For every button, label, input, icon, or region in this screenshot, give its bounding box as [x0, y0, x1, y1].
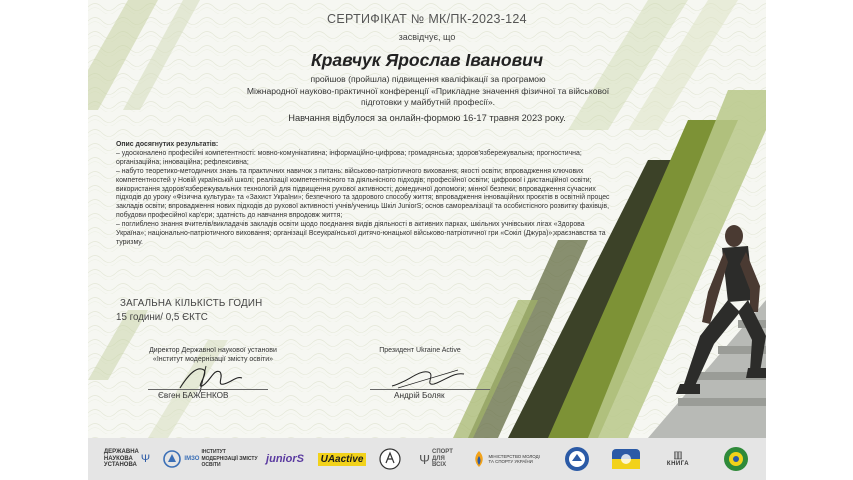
juniors-text: juniorS [266, 453, 304, 465]
logo-juniors [262, 438, 308, 480]
dnu-line-1: ДЕРЖАВНА [103, 449, 139, 456]
recipient-name: Кравчук Ярослав Іванович [310, 50, 544, 70]
left-position-line-1: Директор Державної наукової установи [149, 347, 277, 354]
imzo-line-1: ІНСТИТУТ [201, 449, 226, 456]
left-signature-line [148, 389, 268, 390]
right-signature [388, 364, 468, 392]
trident-icon: Ψ [140, 453, 151, 465]
logo-green-emblem [716, 438, 756, 480]
results-section [116, 141, 611, 248]
ministry-flame-icon [472, 450, 486, 468]
intro-line-1: пройшов (пройшла) підвищення кваліфікації за програмою [310, 74, 546, 84]
results-item-2: – набуто теоретико-методичних знань та практичних навичок з питань: військово-патріотичного виховання; якості освіти; впровадження ключових компетентностей у Новій українській школі; реалізації компетентнісного та діяльнісного підходів; професійної освіти; цифрової і дистанційної освіти; використання здоров'язбережувальних технологій для підвищення рухової активності; домедичної допомоги; мінної безпеки; впровадження сучасних підходів до уроку «Фізична культура» та «Захист України»; безпечного та здорового способу життя; впровадження інноваційних проєктів в освітній процес закладів освіти; впровадження нових підходів до рухової активності учнів/учениць Шкіл JuniorS; основ самореалізації та особистісного розвитку фахівців, побудови професійної кар'єри; здатність до навчання впродовж життя; [116, 167, 610, 220]
green-emblem-icon [723, 446, 749, 472]
certificate-subtitle: засвідчує, що [398, 32, 456, 42]
imzo-abbr: IMЗО [184, 456, 200, 462]
imzo-line-2: МОДЕРНІЗАЦІЇ ЗМІСТУ [201, 455, 258, 462]
round-emblem-icon [379, 448, 401, 470]
left-position-line-2: «Інститут модернізації змісту освіти» [152, 356, 274, 363]
results-heading: Опис досягнутих результатів: [116, 141, 219, 148]
logo-imzo [162, 438, 258, 480]
right-signatory-position: Президент Ukraine Active [379, 347, 461, 354]
sport-line-1: СПОРТ [431, 449, 453, 456]
partner-logos-bar [88, 438, 766, 480]
right-signatory-name: Андрій Боляк [394, 391, 445, 400]
hours-title: ЗАГАЛЬНА КІЛЬКІСТЬ ГОДИН [120, 298, 263, 309]
blue-seal-icon [564, 446, 590, 472]
logo-flag-badge [608, 438, 644, 480]
kniga-text: КНИГА [666, 461, 690, 467]
imzo-emblem-icon [162, 449, 182, 469]
sport-line-2: ДЛЯ [431, 455, 445, 462]
logo-round-emblem [376, 438, 404, 480]
certificate [88, 0, 766, 438]
intro-line-3: підготовки у майбутній професії». [360, 97, 496, 107]
left-signatory-name: Євген БАЖЕНКОВ [158, 391, 229, 400]
training-dates: Навчання відбулося за онлайн-формою 16-17 травня 2023 року. [288, 113, 566, 123]
results-item-3: – поглиблено знання вчителів/викладачів закладів освіти щодо поєднання видів діяльності в активних парках, шкільних учнівських лігах «Здорова Україна»; національно-патріотичного виховання; організації Всеукраїнської дитячо-юнацької військово-патріотичної гри «Сокіл (Джура)»;краєзнавства та туризму. [116, 221, 606, 246]
right-signature-line [370, 389, 490, 390]
book-icon: ▥ [673, 450, 683, 461]
hours-value: 15 години/ 0,5 ЄКТС [116, 312, 208, 323]
dnu-line-2: НАУКОВА [103, 455, 133, 462]
sport-line-3: ВСІХ [431, 462, 447, 469]
logo-ministry-youth-sport [470, 438, 544, 480]
flag-badge-icon [611, 448, 641, 470]
logo-blue-seal [560, 438, 594, 480]
ministry-text: МІНІСТЕРСТВО МОЛОДІ ТА СПОРТУ УКРАЇНИ [488, 454, 540, 464]
results-item-1: – удосконалено професійні компетентності: мовно-комунікативна; інформаційно-цифрова; громадянська; здоров'язбережувальна; прогностична; організаційна; інноваційна; рефлексивна; [116, 149, 582, 166]
imzo-line-3: ОСВІТИ [201, 462, 221, 469]
program-description [198, 74, 658, 109]
uaactive-text: UAactive [318, 453, 367, 466]
logo-kniga [658, 438, 698, 480]
logo-uaactive [318, 438, 366, 480]
coat-of-arms-icon: Ψ [419, 451, 430, 467]
logo-state-scientific-institution [98, 438, 156, 480]
intro-line-2: Міжнародної науково-практичної конференції «Прикладне значення фізичної та військової [246, 85, 610, 96]
logo-sport-for-all [416, 438, 456, 480]
certificate-title: СЕРТИФІКАТ № МК/ПК-2023-124 [327, 12, 527, 26]
dnu-line-3: УСТАНОВА [103, 462, 137, 469]
